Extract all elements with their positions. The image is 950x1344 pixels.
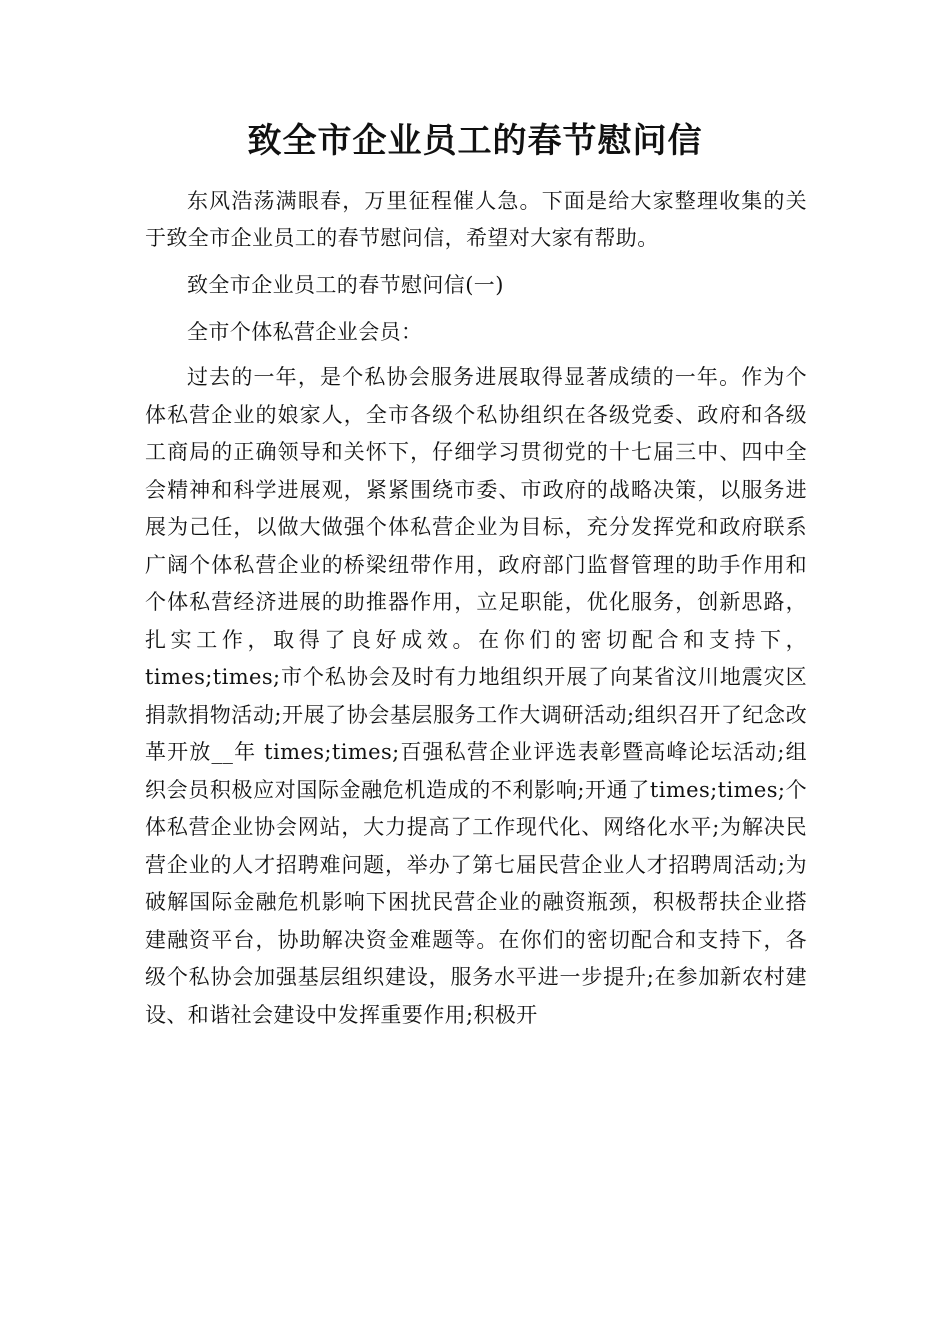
- section-heading: 致全市企业员工的春节慰问信(一): [187, 273, 504, 297]
- body-paragraph: 过去的一年，是个私协会服务进展取得显著成绩的一年。作为个体私营企业的娘家人，全市各级个私协组织在各级党委、政府和各级工商局的正确领导和关怀下，仔细学习贯彻党的十七届三中、四中全会精神和科学进展观，紧紧围绕市委、市政府的战略决策，以服务进展为己任，以做大做强个体私营企业为目标，充分发挥党和政府联系广阔个体私营企业的桥梁纽带作用，政府部门监督管理的助手作用和个体私营经济进展的助推器作用，立足职能，优化服务，创新思路，扎实工作，取得了良好成效。在你们的密切配合和支持下，times;times;市个私协会及时有力地组织开展了向某省汶川地震灾区捐款捐物活动;开展了协会基层服务工作大调研活动;组织召开了纪念改革开放__年 times;times;百强私营企业评选表彰暨高峰论坛活动;组织会员积极应对国际金融危机造成的不利影响;开通了times;times;个体私营企业协会网站，大力提高了工作现代化、网络化水平;为解决民营企业的人才招聘难问题，举办了第七届民营企业人才招聘周活动;为破解国际金融危机影响下困扰民营企业的融资瓶颈，积极帮扶企业搭建融资平台，协助解决资金难题等。在你们的密切配合和支持下，各级个私协会加强基层组织建设，服务水平进一步提升;在参加新农村建设、和谐社会建设中发挥重要作用;积极开: [145, 365, 807, 1027]
- document-body: [145, 183, 807, 1044]
- intro-paragraph: 东风浩荡满眼春，万里征程催人急。下面是给大家整理收集的关于致全市企业员工的春节慰问信，希望对大家有帮助。: [145, 189, 807, 250]
- document-title: 致全市企业员工的春节慰问信: [247, 121, 703, 161]
- salutation: 全市个体私营企业会员：: [187, 320, 423, 344]
